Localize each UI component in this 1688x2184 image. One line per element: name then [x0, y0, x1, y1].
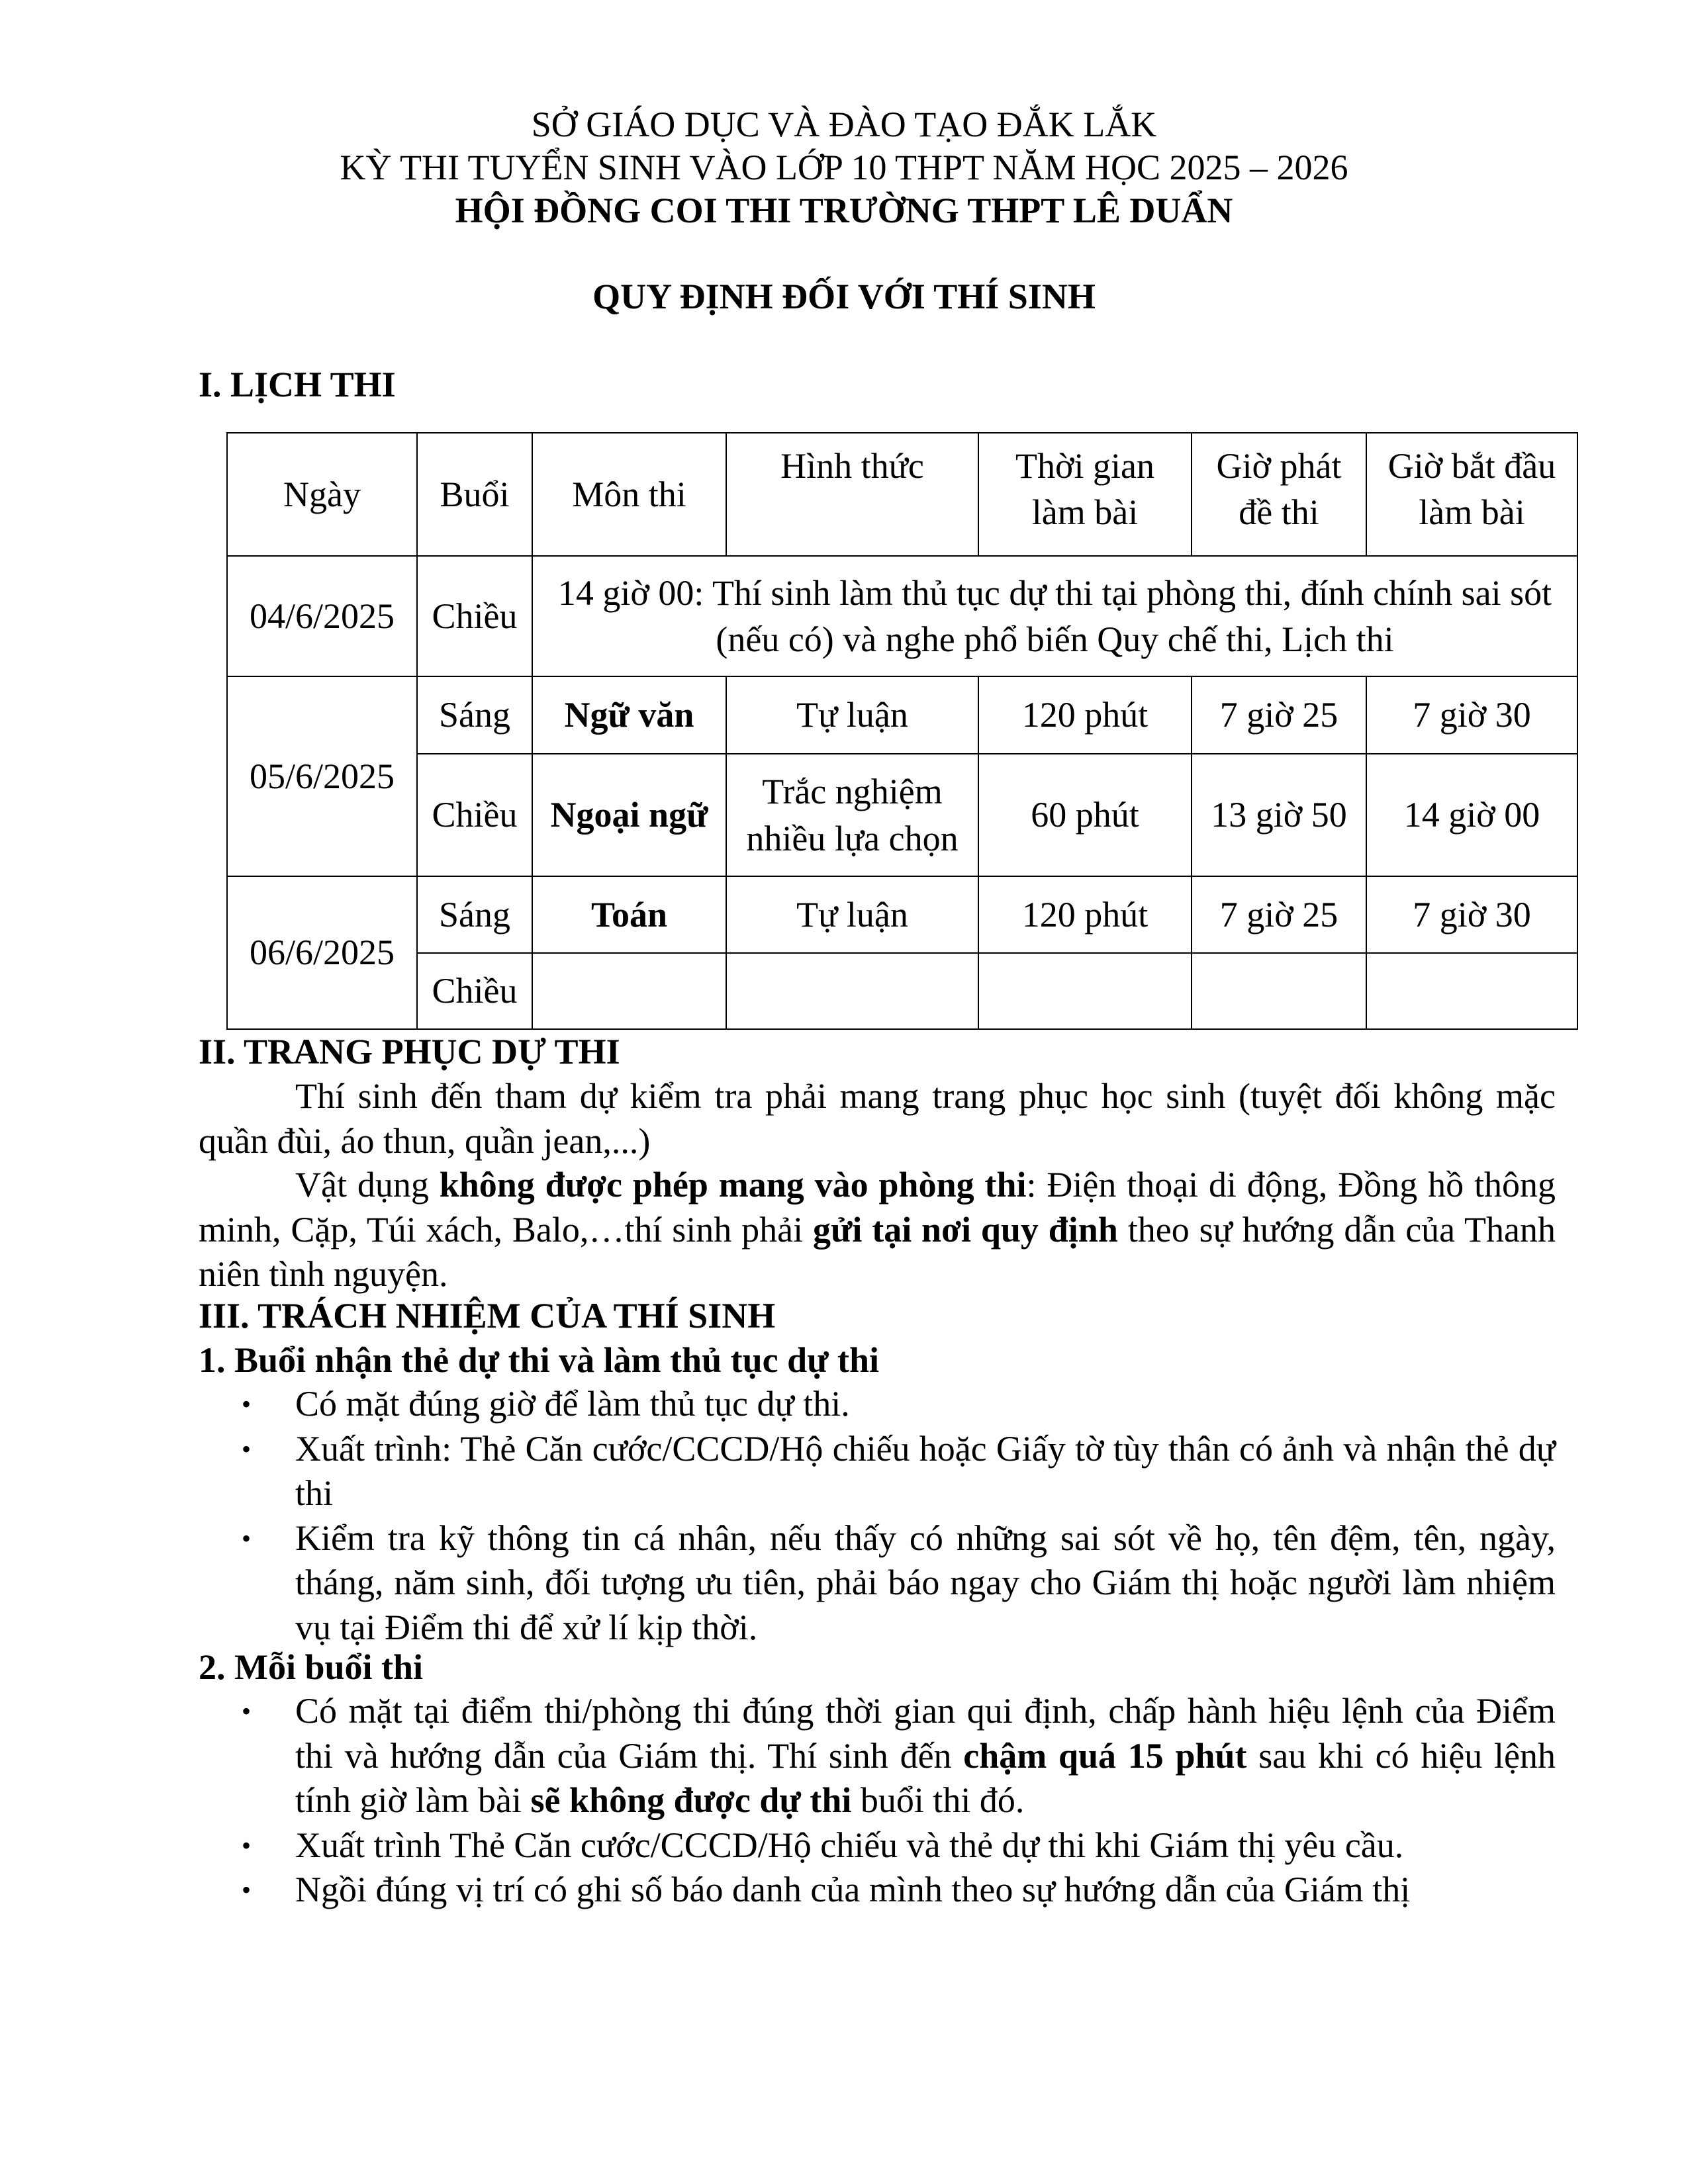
col-header-distribute: Giờ phát đề thi: [1192, 433, 1366, 556]
list-item-text: Xuất trình Thẻ Căn cước/CCCD/Hộ chiếu và thẻ dự thi khi Giám thị yêu cầu.: [295, 1825, 1404, 1865]
section-3-heading: III. TRÁCH NHIỆM CỦA THÍ SINH: [199, 1296, 776, 1336]
subject-cell: Ngữ văn: [532, 676, 726, 754]
session-cell: Sáng: [417, 676, 532, 754]
section-1-heading: I. LỊCH THI: [199, 365, 396, 404]
list-item-text: Có mặt đúng giờ để làm thủ tục dự thi.: [295, 1384, 850, 1424]
bullet-icon: •: [242, 1433, 252, 1464]
session-cell: Sáng: [417, 876, 532, 953]
department-name: SỞ GIÁO DỤC VÀ ĐÀO TẠO ĐẮK LẮK: [531, 105, 1157, 144]
emphasis-text: gửi tại nơi quy định: [812, 1209, 1118, 1250]
duration-cell: 60 phút: [978, 754, 1192, 876]
list-item: [199, 1516, 1556, 1651]
table-row: [227, 754, 1577, 876]
format-cell: Tự luận: [726, 676, 978, 754]
bullet-icon: •: [242, 1389, 252, 1419]
start-time-cell: 7 giờ 30: [1366, 676, 1577, 754]
bullet-icon: •: [242, 1696, 252, 1726]
distribute-time-cell: 13 giờ 50: [1192, 754, 1366, 876]
table-row: [227, 676, 1577, 754]
emphasis-text: không được phép mang vào phòng thi: [439, 1165, 1027, 1205]
duration-cell: 120 phút: [978, 876, 1192, 953]
col-header-subject: Môn thi: [532, 433, 726, 556]
subsection-1-heading: 1. Buổi nhận thẻ dự thi và làm thủ tục dự thi: [199, 1340, 880, 1380]
col-header-start: Giờ bắt đầu làm bài: [1366, 433, 1577, 556]
section-2-heading: II. TRANG PHỤC DỰ THI: [199, 1032, 620, 1071]
subsection-2-heading: 2. Mỗi buổi thi: [199, 1647, 424, 1687]
empty-cell: [532, 953, 726, 1029]
emphasis-text: sẽ không được dự thi: [530, 1780, 852, 1820]
empty-cell: [726, 953, 978, 1029]
col-header-format: Hình thức: [726, 433, 978, 556]
col-header-date: Ngày: [227, 433, 417, 556]
empty-cell: [1366, 953, 1577, 1029]
text-run: buổi thi đó.: [851, 1780, 1025, 1820]
date-cell: 05/6/2025: [227, 676, 417, 876]
list-item: [199, 1823, 1556, 1868]
subsection-1-list: [199, 1382, 1556, 1650]
col-header-duration: Thời gian làm bài: [978, 433, 1192, 556]
bullet-icon: •: [242, 1523, 252, 1553]
distribute-time-cell: 7 giờ 25: [1192, 876, 1366, 953]
subject-cell: Toán: [532, 876, 726, 953]
bullet-icon: •: [242, 1830, 252, 1860]
list-item-text: Xuất trình: Thẻ Căn cước/CCCD/Hộ chiếu hoặc Giấy tờ tùy thân có ảnh và nhận thẻ dự thi: [295, 1428, 1556, 1513]
dress-code-paragraph: Thí sinh đến tham dự kiểm tra phải mang trang phục học sinh (tuyệt đối không mặc quần đùi, áo thun, quần jean,...): [199, 1076, 1556, 1161]
table-row: [227, 876, 1577, 953]
list-item: [199, 1427, 1556, 1516]
text-run: sau khi có hiệu lệnh tính giờ làm bài: [295, 1735, 1556, 1820]
format-cell: Tự luận: [726, 876, 978, 953]
list-item-text: Kiểm tra kỹ thông tin cá nhân, nếu thấy có những sai sót về họ, tên đệm, tên, ngày, tháng, năm sinh, đối tượng ưu tiên, phải báo ngay cho Giám thị hoặc người làm nhiệm vụ tại Điểm thi để xử lí kịp thời.: [295, 1518, 1556, 1647]
distribute-time-cell: 7 giờ 25: [1192, 676, 1366, 754]
table-row: [227, 556, 1577, 676]
subsection-2-list: [199, 1689, 1556, 1913]
subject-cell: Ngoại ngữ: [532, 754, 726, 876]
document-title: QUY ĐỊNH ĐỐI VỚI THÍ SINH: [592, 277, 1096, 316]
text-run: Có mặt tại điểm thi/phòng thi đúng thời gian qui định, chấp hành hiệu lệnh của Điểm thi và hướng dẫn của Giám thị. Thí sinh đến: [295, 1691, 1556, 1776]
procedure-note-cell: 14 giờ 00: Thí sinh làm thủ tục dự thi tại phòng thi, đính chính sai sót (nếu có) và nghe phổ biến Quy chế thi, Lịch thi: [532, 556, 1577, 676]
start-time-cell: 7 giờ 30: [1366, 876, 1577, 953]
table-row: [227, 953, 1577, 1029]
council-name: HỘI ĐỒNG COI THI TRƯỜNG THPT LÊ DUẨN: [455, 191, 1233, 230]
prohibited-items-paragraph: [199, 1163, 1556, 1297]
col-header-session: Buổi: [417, 433, 532, 556]
exam-schedule-table: [226, 432, 1578, 1030]
empty-cell: [1192, 953, 1366, 1029]
list-item: [199, 1868, 1556, 1913]
session-cell: Chiều: [417, 556, 532, 676]
session-cell: Chiều: [417, 754, 532, 876]
bullet-icon: •: [242, 1875, 252, 1905]
session-cell: Chiều: [417, 953, 532, 1029]
text-run: Vật dụng: [295, 1165, 440, 1205]
duration-cell: 120 phút: [978, 676, 1192, 754]
text-run: theo sự hướng dẫn của Thanh niên tình nguyện.: [199, 1209, 1556, 1294]
empty-cell: [978, 953, 1192, 1029]
list-item-text: Ngồi đúng vị trí có ghi số báo danh của mình theo sự hướng dẫn của Giám thị: [295, 1870, 1411, 1909]
date-cell: 04/6/2025: [227, 556, 417, 676]
start-time-cell: 14 giờ 00: [1366, 754, 1577, 876]
format-cell: Trắc nghiệm nhiều lựa chọn: [726, 754, 978, 876]
list-item: [199, 1689, 1556, 1823]
emphasis-text: chậm quá 15 phút: [963, 1735, 1247, 1776]
date-cell: 06/6/2025: [227, 876, 417, 1029]
table-header-row: [227, 433, 1577, 556]
text-run: : Điện thoại di động, Đồng hồ thông minh, Cặp, Túi xách, Balo,…thí sinh phải: [199, 1165, 1556, 1250]
exam-name: KỲ THI TUYỂN SINH VÀO LỚP 10 THPT NĂM HỌC 2025 – 2026: [340, 148, 1348, 187]
list-item: [199, 1382, 1556, 1427]
